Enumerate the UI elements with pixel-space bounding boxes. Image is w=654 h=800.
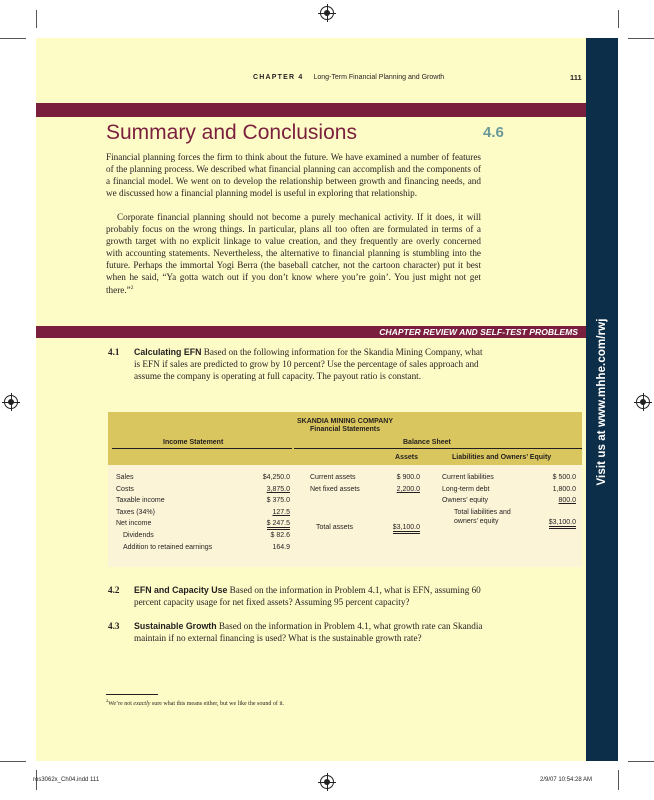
problem bbox=[108, 621, 483, 645]
problem-number: 4.1 bbox=[108, 347, 120, 357]
section-number: 4.6 bbox=[483, 124, 504, 141]
registration-mark-icon bbox=[4, 395, 18, 409]
row-value: 800.0 bbox=[558, 497, 576, 504]
row-label: Net income bbox=[116, 520, 152, 527]
paragraph: Financial planning forces the firm to think about the future. We have examined a number of features of the planning process. We described what financial planning can accomplish and the components of a financial model. We went on to develop the relationship between growth and financing needs, and we discussed how a financial planning model is useful in exploring that relationship. bbox=[106, 152, 481, 198]
row-label: Total liabilities and bbox=[454, 509, 511, 516]
problem-text: Based on the information in Problem 4.1, what is EFN, assuming 60 percent capacity usage for net fixed assets? Assuming 95 percent capacity? bbox=[134, 585, 481, 607]
footnote-text: We’re not bbox=[108, 701, 134, 707]
footnote-mark: 2 bbox=[106, 698, 109, 703]
registration-mark-icon bbox=[320, 775, 334, 789]
crop-mark bbox=[36, 10, 37, 28]
problem-text: Based on the following information for the Skandia Mining Company, what is EFN if sales are predicted to grow by 10 percent? Use the percentage of sales approach and assume the company is operating at full capacity. The payout ratio is constant. bbox=[134, 347, 483, 381]
divider bbox=[112, 448, 292, 449]
row-label: Addition to retained earnings bbox=[123, 544, 213, 551]
row-label: Sales bbox=[116, 474, 134, 481]
problem-text: Based on the information in Problem 4.1, what growth rate can Skandia maintain if no external financing is used? What is the sustainable growth rate? bbox=[134, 621, 483, 643]
assets-header: Assets bbox=[395, 454, 418, 461]
problem-number: 4.3 bbox=[108, 621, 120, 631]
row-label: Costs bbox=[116, 486, 134, 493]
row-label: Long-term debt bbox=[442, 486, 490, 493]
crop-mark bbox=[628, 38, 654, 39]
chapter-title: Long-Term Financial Planning and Growth bbox=[313, 74, 445, 81]
table-company: SKANDIA MINING COMPANY bbox=[296, 418, 394, 425]
registration-mark-icon bbox=[320, 6, 334, 20]
crop-mark bbox=[628, 761, 654, 762]
row-label: Owners’ equity bbox=[442, 497, 489, 504]
income-header: Income Statement bbox=[163, 439, 224, 446]
row-label: Current liabilities bbox=[442, 474, 494, 481]
review-title: CHAPTER REVIEW AND SELF-TEST PROBLEMS bbox=[379, 327, 578, 337]
sidebar-url[interactable]: Visit us at www.mhhe.com/rwj bbox=[596, 318, 608, 486]
slug-date: 2/9/07 10:54:28 AM bbox=[540, 777, 593, 783]
footnote-ref: 2 bbox=[130, 285, 134, 292]
section-title: Summary and Conclusions bbox=[106, 121, 357, 144]
problem bbox=[108, 347, 483, 383]
footnote-text: sure what this means either, but we like the sound of it. bbox=[150, 701, 285, 707]
footnote-emphasis: exactly bbox=[133, 701, 151, 707]
page-background bbox=[36, 38, 586, 761]
table-subtitle: Financial Statements bbox=[309, 426, 381, 433]
row-label: Taxable income bbox=[116, 497, 165, 504]
crop-mark bbox=[0, 761, 26, 762]
registration-mark-icon bbox=[636, 395, 650, 409]
row-value: 3,875.0 bbox=[266, 486, 290, 493]
chapter-label: CHAPTER 4 bbox=[253, 74, 304, 81]
row-value: $ 82.6 bbox=[270, 532, 290, 539]
crop-mark bbox=[0, 38, 26, 39]
row-value: 127.5 bbox=[272, 509, 290, 516]
row-label: owners’ equity bbox=[454, 518, 499, 525]
row-value: $ 247.5 bbox=[238, 520, 290, 527]
row-label: Current assets bbox=[310, 474, 356, 481]
problem-title: EFN and Capacity Use bbox=[134, 585, 228, 595]
problem-number: 4.2 bbox=[108, 585, 120, 595]
problem-title: Calculating EFN bbox=[134, 347, 202, 357]
divider bbox=[294, 448, 582, 449]
problem bbox=[108, 585, 483, 609]
row-value: 1,800.0 bbox=[552, 486, 576, 493]
row-value: $ 900.0 bbox=[396, 474, 420, 481]
crop-mark bbox=[618, 10, 619, 28]
row-value: $3,100.0 bbox=[370, 524, 420, 531]
row-value: 2,200.0 bbox=[396, 486, 420, 493]
section-rule bbox=[36, 103, 586, 117]
row-label: Taxes (34%) bbox=[116, 509, 155, 516]
paragraph bbox=[106, 212, 481, 297]
row-value: $ 500.0 bbox=[552, 474, 576, 481]
liabilities-header: Liabilities and Owners’ Equity bbox=[452, 454, 552, 461]
row-value: $4,250.0 bbox=[262, 474, 290, 481]
row-label: Total assets bbox=[316, 524, 353, 531]
footnote-rule bbox=[106, 694, 158, 695]
row-label: Dividends bbox=[123, 532, 154, 539]
footnote bbox=[106, 698, 284, 707]
slug-file: ros3062x_Ch04.indd 111 bbox=[33, 777, 100, 783]
balance-header: Balance Sheet bbox=[403, 439, 451, 446]
page-number: 111 bbox=[570, 73, 582, 82]
crop-mark bbox=[618, 770, 619, 790]
running-head bbox=[253, 74, 444, 81]
paragraph-text: Corporate financial planning should not become a purely mechanical activity. If it does, it will probably focus on the wrong things. In particular, plans all too often are formulated in terms of a growth target with no explicit linkage to value creation, and they frequently are overly concerned with accounting statements. Nevertheless, the alternative to financial planning is stumbling into the future. Perhaps the immortal Yogi Berra (the baseball catcher, not the cartoon character) put it best when he said, “Ya gotta watch out if you don’t know where you’re goin’. You just might not get there.” bbox=[106, 212, 481, 296]
problem-title: Sustainable Growth bbox=[134, 621, 217, 631]
row-value: 164.9 bbox=[272, 544, 290, 551]
row-value: $3,100.0 bbox=[520, 519, 576, 526]
row-label: Net fixed assets bbox=[310, 486, 360, 493]
financial-statements-table bbox=[108, 412, 582, 567]
row-value: $ 375.0 bbox=[266, 497, 290, 504]
